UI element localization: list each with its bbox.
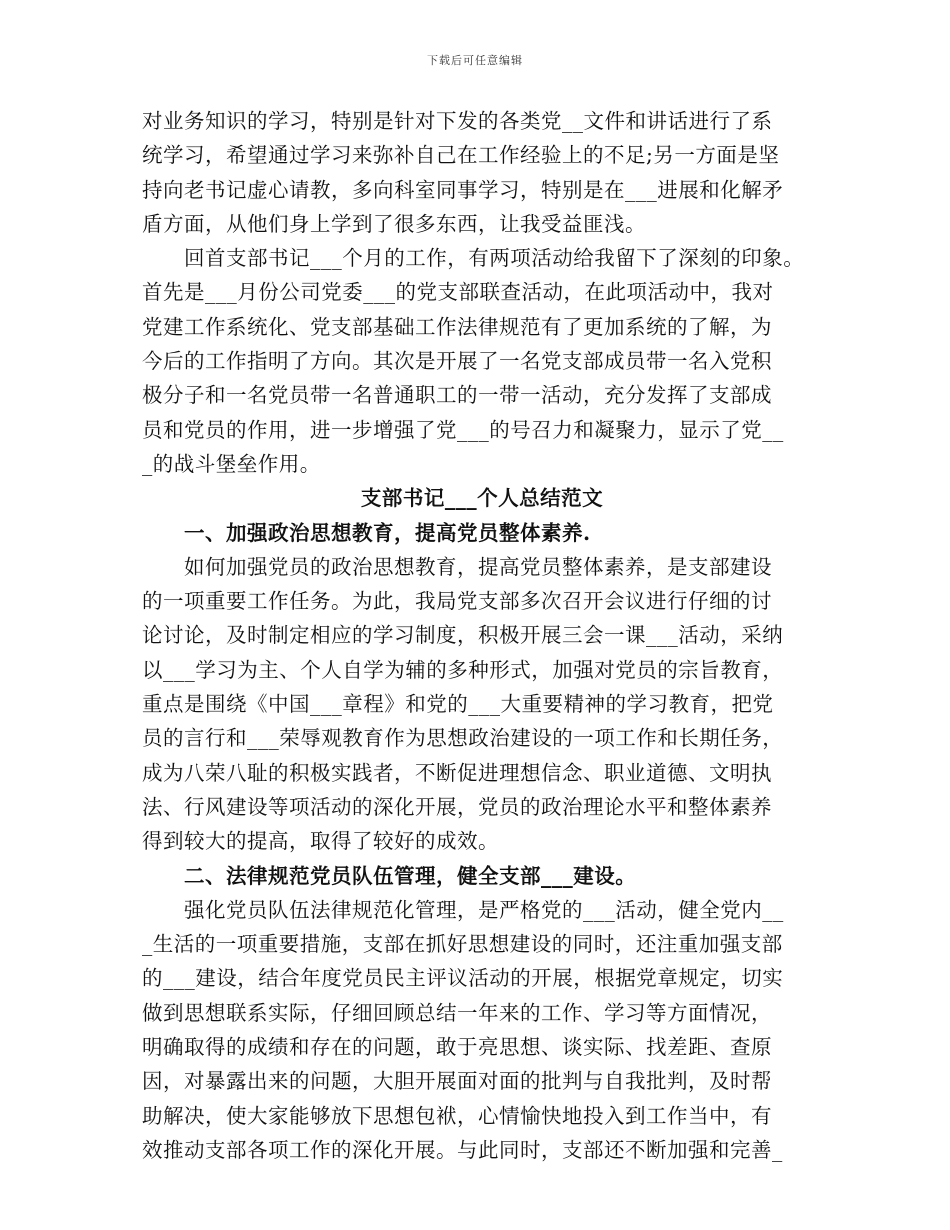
document-body <box>142 104 822 1167</box>
text-line: 做到思想联系实际，仔细回顾总结一年来的工作、学习等方面情况， <box>142 1000 772 1025</box>
text-line: 首先是___月份公司党委___的党支部联查活动，在此项活动中，我对 <box>142 280 774 305</box>
text-line: 的___建设，结合年度党员民主评议活动的开展，根据党章规定，切实 <box>142 966 784 991</box>
text-line: 得到较大的提高，取得了较好的成效。 <box>142 829 499 854</box>
section-heading: 一、加强政治思想教育，提高党员整体素养. <box>184 520 591 545</box>
text-line: 效推动支部各项工作的深化开展。与此同时，支部还不断加强和完善_ <box>142 1137 783 1162</box>
text-line: 员的言行和___荣辱观教育作为思想政治建设的一项工作和长期任务， <box>142 726 784 751</box>
text-line: 今后的工作指明了方向。其次是开展了一名党支部成员带一名入党积 <box>142 349 772 374</box>
text-line: 法、行风建设等项活动的深化开展，党员的政治理论水平和整体素养 <box>142 794 772 819</box>
paragraph-first-line: 如何加强党员的政治思想教育，提高党员整体素养，是支部建设 <box>184 554 772 579</box>
paragraph-first-line: 回首支部书记___个月的工作，有两项活动给我留下了深刻的印象。 <box>184 246 805 271</box>
text-line: 重点是围绕《中国___章程》和党的___大重要精神的学习教育，把党 <box>142 692 774 717</box>
text-line: _的战斗堡垒作用。 <box>142 451 321 476</box>
document-title: 支部书记___个人总结范文 <box>360 486 604 511</box>
text-line: 明确取得的成绩和存在的问题，敢于亮思想、谈实际、找差距、查原 <box>142 1035 772 1060</box>
text-line: 党建工作系统化、党支部基础工作法律规范有了更加系统的了解，为 <box>142 314 772 339</box>
text-line: 员和党员的作用，进一步增强了党___的号召力和凝聚力，显示了党__ <box>142 417 784 442</box>
text-line: 对业务知识的学习，特别是针对下发的各类党__文件和讲话进行了系 <box>142 109 773 133</box>
page-header: 下载后可任意编辑 <box>427 54 523 67</box>
text-line: 的一项重要工作任务。为此，我局党支部多次召开会议进行仔细的讨 <box>142 589 772 614</box>
text-line: 盾方面，从他们身上学到了很多东西，让我受益匪浅。 <box>142 211 646 236</box>
text-line: 论讨论，及时制定相应的学习制度，积极开展三会一课___活动，采纳 <box>142 623 784 648</box>
text-line: 成为八荣八耻的积极实践者，不断促进理想信念、职业道德、文明执 <box>142 760 772 785</box>
text-line: _生活的一项重要措施，支部在抓好思想建设的同时，还注重加强支部 <box>142 932 783 957</box>
paragraph-first-line: 强化党员队伍法律规范化管理，是严格党的___活动，健全党内__ <box>184 897 784 922</box>
text-line: 助解决，使大家能够放下思想包袱，心情愉快地投入到工作当中，有 <box>142 1103 772 1128</box>
text-line: 统学习，希望通过学习来弥补自己在工作经验上的不足;另一方面是坚 <box>142 143 780 168</box>
text-line: 因，对暴露出来的问题，大胆开展面对面的批判与自我批判，及时帮 <box>142 1069 772 1094</box>
text-line: 极分子和一名党员带一名普通职工的一带一活动，充分发挥了支部成 <box>142 383 772 408</box>
text-line: 以___学习为主、个人自学为辅的多种形式，加强对党员的宗旨教育， <box>142 657 784 682</box>
text-line: 持向老书记虚心请教，多向科室同事学习，特别是在___进展和化解矛 <box>142 177 784 202</box>
section-heading: 二、法律规范党员队伍管理，健全支部___建设。 <box>184 863 637 888</box>
